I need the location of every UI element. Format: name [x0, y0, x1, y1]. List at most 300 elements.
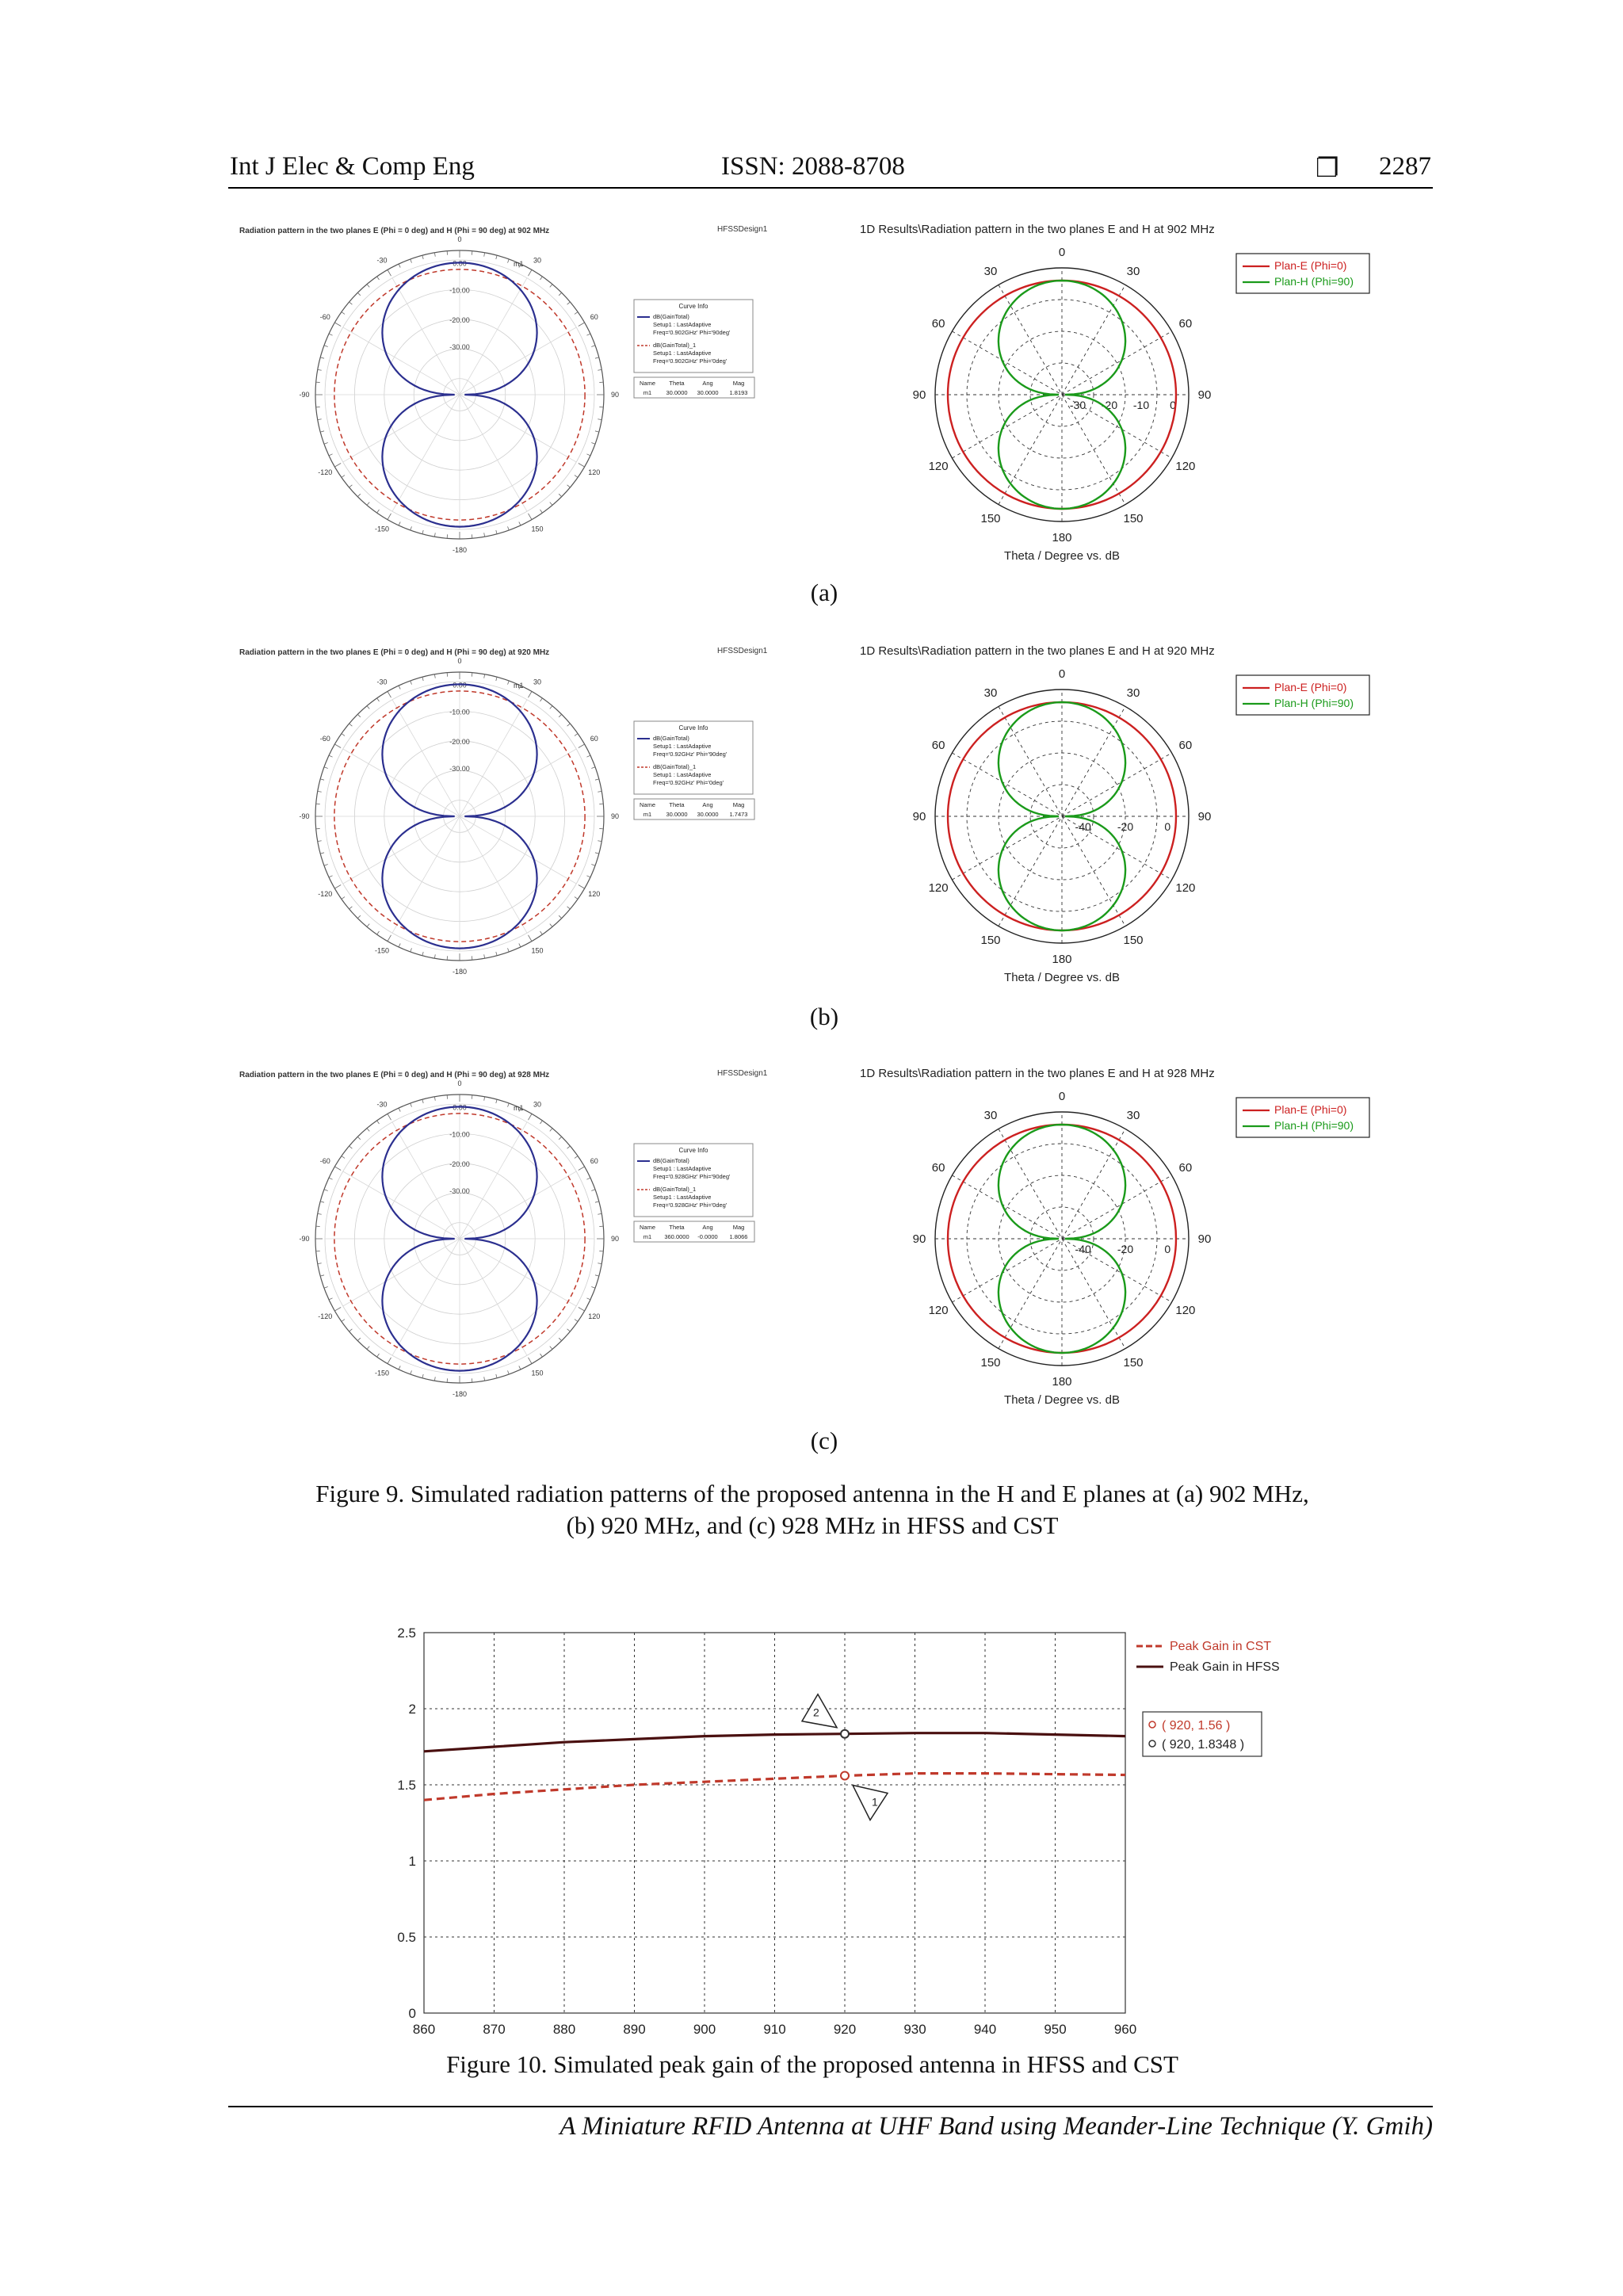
y-tick-label: 0 — [408, 2006, 416, 2021]
hfss-tick — [342, 1156, 345, 1159]
running-footer: A Miniature RFID Antenna at UHF Band using Meander-Line Technique (Y. Gmih) — [559, 2112, 1433, 2141]
hfss-tick — [529, 935, 533, 942]
hfss-tick — [367, 1347, 369, 1350]
hfss-tick — [422, 255, 423, 259]
cst-angle-label: 30 — [983, 686, 998, 701]
hfss-angle-label: 0 — [457, 235, 462, 243]
hfss-tick — [591, 865, 595, 866]
hfss-tick — [377, 931, 380, 934]
subfigure-label-c: (c) — [810, 1427, 838, 1454]
curve2-info-line: Freq='0.928GHz' Phi='0deg' — [653, 1201, 727, 1209]
y-tick-label: 1.5 — [397, 1778, 416, 1793]
cst-angle-label: 90 — [912, 388, 926, 402]
curve1-info-line: dB(GainTotal) — [653, 313, 689, 320]
cst-plot-title: 1D Results\Radiation pattern in the two planes E and H at 902 MHz — [860, 223, 1215, 236]
hfss-angle-label: 60 — [590, 313, 598, 321]
y-tick-label: 1 — [408, 1854, 416, 1869]
hfss-angle-label: 30 — [533, 256, 542, 265]
hfss-tick — [575, 1320, 578, 1322]
hfss-tick — [324, 1287, 328, 1289]
hfss-tick — [586, 334, 590, 335]
cst-radial-label: -30 — [1069, 399, 1086, 411]
hfss-ring-label: -30.00 — [449, 764, 470, 773]
hfss-tick — [324, 865, 328, 866]
hfss-tick — [334, 1308, 341, 1312]
hfss-tick — [329, 755, 333, 757]
cst-legend-label: Plan-H (Phi=90) — [1274, 697, 1354, 709]
hfss-marker-label: m1 — [514, 682, 524, 690]
cst-angle-label: 0 — [1058, 667, 1066, 681]
cst-angle-label: 30 — [1126, 1109, 1140, 1123]
hfss-tick — [484, 674, 485, 678]
cst-angle-label: 60 — [1178, 317, 1193, 330]
x-tick-label: 880 — [552, 2022, 576, 2037]
hfss-tick — [411, 681, 412, 685]
hfss-tick — [579, 744, 585, 748]
hfss-marker-label: m1 — [514, 1104, 524, 1112]
hfss-tick — [598, 1263, 601, 1264]
marker-table-header: Mag — [732, 1224, 745, 1231]
hfss-tick — [508, 259, 510, 263]
marker-flag-1-label: 1 — [872, 1795, 878, 1809]
hfss-tick — [519, 943, 521, 947]
hfss-tick — [357, 494, 361, 497]
hfss-tick — [575, 1156, 578, 1159]
hfss-tick — [575, 897, 578, 900]
hfss-tick — [550, 285, 552, 288]
hfss-angle-label: -30 — [376, 1100, 388, 1109]
hfss-tick — [595, 779, 599, 780]
hfss-tick — [357, 1137, 361, 1140]
box-icon: ❐ — [1316, 155, 1339, 183]
marker-table-cell: 30.0000 — [666, 811, 688, 818]
hfss-tick — [320, 779, 324, 780]
hfss-tick — [496, 1099, 497, 1103]
hfss-tick — [567, 724, 571, 726]
legend-label: Peak Gain in CST — [1170, 1640, 1272, 1653]
hfss-tick — [508, 681, 510, 685]
cst-angle-label: 120 — [1175, 460, 1196, 473]
hfss-angle-label: 120 — [588, 1312, 601, 1320]
hfss-tick — [575, 476, 578, 478]
hfss-tick — [342, 734, 345, 736]
hfss-tick — [388, 691, 391, 697]
hfss-tick — [320, 357, 324, 358]
hfss-plot-title: Radiation pattern in the two planes E (Phi = 0 deg) and H (Phi = 90 deg) at 920 MHz — [239, 648, 550, 657]
hfss-angle-label: 90 — [610, 391, 620, 399]
hfss-tick — [422, 530, 423, 534]
cst-angle-label: 30 — [983, 1109, 998, 1123]
cst-angle-label: 150 — [1123, 511, 1144, 525]
hfss-tick — [591, 346, 595, 347]
cst-angle-label: 150 — [980, 511, 1001, 525]
hfss-tick — [367, 706, 369, 709]
hfss-tick — [399, 943, 400, 947]
hfss-ring-label: -20.00 — [449, 737, 470, 746]
cst-plot-title: 1D Results\Radiation pattern in the two planes E and H at 928 MHz — [860, 1067, 1215, 1080]
hfss-tick — [388, 1358, 391, 1364]
x-tick-label: 920 — [833, 2022, 857, 2037]
hfss-tick — [411, 1370, 412, 1374]
marker-table-cell: 1.8193 — [729, 389, 748, 396]
hfss-plot-title: Radiation pattern in the two planes E (Phi = 0 deg) and H (Phi = 90 deg) at 902 MHz — [239, 227, 550, 235]
header-rule — [228, 187, 1433, 189]
marker-point-1 — [841, 1771, 849, 1779]
cst-angle-label: 180 — [1052, 1375, 1072, 1389]
x-tick-label: 930 — [903, 2022, 926, 2037]
hfss-angle-label: -90 — [299, 1235, 310, 1243]
hfss-tick — [540, 277, 543, 280]
hfss-tick — [399, 1366, 400, 1370]
hfss-tick — [591, 767, 595, 769]
hfss-tick — [388, 935, 391, 942]
cst-angle-label: 0 — [1058, 1090, 1066, 1103]
hfss-tick — [377, 510, 380, 513]
hfss-angle-label: -150 — [374, 1369, 390, 1377]
hfss-tick — [334, 1167, 341, 1171]
hfss-tick — [349, 1146, 353, 1148]
hfss-tick — [508, 526, 510, 530]
marker-point-2 — [841, 1730, 849, 1738]
hfss-angle-label: -120 — [318, 890, 333, 898]
hfss-tick — [559, 1338, 562, 1341]
hfss-tick — [484, 1377, 485, 1381]
hfss-tick — [567, 302, 571, 304]
page-number: 2287 — [1379, 152, 1431, 181]
hfss-angle-label: 150 — [531, 1369, 544, 1377]
cst-radial-label: -40 — [1075, 820, 1091, 833]
marker-table-cell: 1.7473 — [729, 811, 748, 818]
hfss-angle-label: -150 — [374, 946, 390, 955]
marker-table-cell: 30.0000 — [697, 389, 719, 396]
hfss-tick — [550, 1129, 552, 1132]
hfss-tick — [595, 1201, 599, 1202]
cst-radial-label: 0 — [1170, 399, 1176, 411]
marker-table-cell: m1 — [643, 1233, 652, 1240]
hfss-ring-label: 0.00 — [453, 1103, 467, 1112]
curve1-info-line: Setup1 : LastAdaptive — [653, 321, 712, 328]
hfss-tick — [598, 369, 601, 370]
y-tick-label: 0.5 — [397, 1930, 416, 1945]
hfss-angle-label: -180 — [452, 968, 468, 976]
marker-table-header: Theta — [669, 380, 685, 387]
hfss-tick — [579, 1167, 585, 1171]
hfss-tick — [399, 264, 400, 268]
hfss-tick — [388, 1114, 391, 1120]
marker-table-cell: -0.0000 — [697, 1233, 718, 1240]
marker-table-header: Name — [639, 1224, 656, 1231]
hfss-tick — [508, 1370, 510, 1374]
hfss-tick — [496, 255, 497, 259]
hfss-tick — [342, 312, 345, 315]
hfss-tick — [357, 292, 361, 296]
x-tick-label: 910 — [763, 2022, 786, 2037]
cst-angle-label: 30 — [1126, 265, 1140, 279]
hfss-tick — [586, 876, 590, 877]
hfss-tick — [357, 915, 361, 919]
hfss-tick — [434, 1097, 435, 1101]
cst-polar-plot — [832, 1058, 1434, 1407]
hfss-tick — [508, 1103, 510, 1107]
hfss-tick — [349, 907, 353, 909]
cst-angle-label: 30 — [983, 265, 998, 279]
hfss-tick — [422, 952, 423, 956]
hfss-design-name: HFSSDesign1 — [717, 225, 768, 234]
hfss-tick — [377, 698, 380, 701]
marker-table-header: Theta — [669, 801, 685, 808]
hfss-tick — [434, 954, 435, 958]
cst-radial-label: -20 — [1117, 820, 1134, 833]
hfss-angle-label: -60 — [319, 735, 330, 743]
hfss-tick — [484, 954, 485, 958]
cst-angle-label: 180 — [1052, 953, 1072, 966]
hfss-angle-label: -120 — [318, 468, 333, 476]
hfss-marker-label: m1 — [514, 260, 524, 268]
hfss-ring-label: 0.00 — [453, 681, 467, 690]
hfss-angle-label: -120 — [318, 1312, 333, 1320]
marker-table-header: Mag — [732, 801, 745, 808]
figure-9-caption-line1: Figure 9. Simulated radiation patterns of the proposed antenna in the H and E planes at (a) 902 MHz, — [315, 1480, 1309, 1507]
hfss-tick — [399, 686, 400, 690]
hfss-tick — [496, 1374, 497, 1378]
legend-label: Peak Gain in HFSS — [1170, 1660, 1280, 1674]
hfss-tick — [434, 1377, 435, 1381]
hfss-tick — [342, 476, 345, 478]
hfss-design-name: HFSSDesign1 — [717, 1069, 768, 1078]
hfss-tick — [598, 419, 601, 420]
hfss-angle-label: 150 — [531, 946, 544, 955]
hfss-tick — [496, 952, 497, 956]
hfss-tick — [324, 1190, 328, 1191]
hfss-angle-label: -180 — [452, 546, 468, 554]
hfss-design-name: HFSSDesign1 — [717, 647, 768, 655]
hfss-tick — [519, 521, 521, 525]
hfss-ring-label: -30.00 — [449, 1186, 470, 1195]
hfss-angle-label: -30 — [376, 256, 388, 265]
curve2-info-line: Freq='0.902GHz' Phi='0deg' — [653, 357, 727, 365]
x-tick-label: 940 — [973, 2022, 997, 2037]
hfss-tick — [411, 259, 412, 263]
cst-polar-plot — [832, 214, 1434, 563]
cst-angle-label: 150 — [1123, 933, 1144, 947]
hfss-tick — [329, 454, 333, 456]
hfss-angle-label: 60 — [590, 735, 598, 743]
curve-info-title: Curve Info — [678, 724, 708, 732]
marker-table-header: Name — [639, 380, 656, 387]
hfss-plot-title: Radiation pattern in the two planes E (Phi = 0 deg) and H (Phi = 90 deg) at 928 MHz — [239, 1071, 550, 1079]
marker-table-cell: 1.8066 — [729, 1233, 748, 1240]
hfss-tick — [434, 253, 435, 257]
hfss-tick — [342, 897, 345, 900]
hfss-tick — [586, 454, 590, 456]
hfss-angle-label: -30 — [376, 678, 388, 686]
cst-angle-label: 90 — [1197, 1232, 1212, 1246]
hfss-ring-label: -20.00 — [449, 1159, 470, 1168]
hfss-tick — [349, 302, 353, 304]
cst-angle-label: 180 — [1052, 531, 1072, 544]
hfss-ring-label: 0.00 — [453, 259, 467, 268]
cst-legend-label: Plan-E (Phi=0) — [1274, 1103, 1347, 1116]
marker-table-header: Mag — [732, 380, 745, 387]
hfss-tick — [591, 1190, 595, 1191]
hfss-angle-label: 30 — [533, 1100, 542, 1109]
cst-axis-caption: Theta / Degree vs. dB — [1004, 549, 1120, 563]
figure-9c — [230, 1058, 1434, 1407]
hfss-tick — [595, 357, 599, 358]
hfss-tick — [540, 1354, 543, 1357]
hfss-angle-label: -60 — [319, 313, 330, 321]
hfss-tick — [318, 1263, 322, 1264]
x-tick-label: 860 — [412, 2022, 436, 2037]
readout-2: ( 920, 1.8348 ) — [1162, 1738, 1245, 1752]
issn: ISSN: 2088-8708 — [721, 152, 905, 181]
hfss-tick — [411, 948, 412, 952]
cst-angle-label: 60 — [931, 1161, 945, 1175]
hfss-tick — [334, 464, 341, 468]
hfss-tick — [595, 853, 599, 854]
figure-9b — [230, 636, 1434, 984]
marker-flag-2-label: 2 — [813, 1706, 819, 1719]
hfss-tick — [550, 1347, 552, 1350]
hfss-tick — [357, 1338, 361, 1341]
curve2-info-line: Setup1 : LastAdaptive — [653, 1194, 712, 1201]
hfss-tick — [484, 253, 485, 257]
hfss-tick — [559, 1137, 562, 1140]
cst-angle-label: 90 — [912, 1232, 926, 1246]
cst-angle-label: 90 — [912, 810, 926, 823]
marker-table-header: Name — [639, 801, 656, 808]
hfss-tick — [422, 677, 423, 681]
curve-info-title: Curve Info — [678, 1147, 708, 1154]
cst-angle-label: 90 — [1197, 388, 1212, 402]
hfss-tick — [388, 514, 391, 520]
hfss-tick — [367, 924, 369, 927]
subfigure-label-b: (b) — [809, 1003, 839, 1030]
cst-angle-label: 30 — [1126, 686, 1140, 701]
hfss-ring-label: -30.00 — [449, 342, 470, 351]
hfss-tick — [318, 419, 322, 420]
curve2-info-line: Freq='0.92GHz' Phi='0deg' — [653, 779, 724, 786]
hfss-tick — [320, 1201, 324, 1202]
hfss-tick — [320, 853, 324, 854]
hfss-tick — [540, 931, 543, 934]
hfss-tick — [586, 755, 590, 757]
hfss-tick — [349, 1329, 353, 1331]
curve-info-title: Curve Info — [678, 303, 708, 310]
curve1-info-line: Freq='0.928GHz' Phi='90deg' — [653, 1173, 731, 1180]
hfss-ring-label: -10.00 — [449, 286, 470, 295]
x-tick-label: 890 — [623, 2022, 646, 2037]
curve1-info-line: dB(GainTotal) — [653, 1157, 689, 1164]
hfss-tick — [484, 1097, 485, 1101]
hfss-tick — [349, 485, 353, 487]
hfss-angle-label: -180 — [452, 1390, 468, 1398]
hfss-tick — [496, 530, 497, 534]
cst-angle-label: 120 — [1175, 1304, 1196, 1317]
marker-table-header: Ang — [702, 380, 713, 387]
hfss-tick — [591, 443, 595, 445]
cst-angle-label: 120 — [928, 881, 949, 895]
hfss-tick — [357, 714, 361, 717]
hfss-tick — [334, 323, 341, 327]
hfss-tick — [329, 876, 333, 877]
hfss-tick — [598, 791, 601, 792]
hfss-tick — [529, 514, 533, 520]
hfss-tick — [388, 269, 391, 276]
marker-table-header: Ang — [702, 1224, 713, 1231]
curve2-info-line: dB(GainTotal)_1 — [653, 763, 697, 770]
hfss-tick — [329, 334, 333, 335]
hfss-angle-label: -90 — [299, 812, 310, 820]
hfss-tick — [529, 269, 533, 276]
footer-rule — [228, 2106, 1433, 2107]
hfss-tick — [575, 312, 578, 315]
hfss-tick — [550, 706, 552, 709]
marker-table-cell: 30.0000 — [666, 389, 688, 396]
hfss-tick — [399, 521, 400, 525]
hfss-tick — [367, 502, 369, 506]
curve2-info-line: Setup1 : LastAdaptive — [653, 350, 712, 357]
hfss-tick — [399, 1108, 400, 1112]
cst-angle-label: 60 — [931, 317, 945, 330]
hfss-tick — [324, 767, 328, 769]
hfss-tick — [591, 1287, 595, 1289]
hfss-angle-label: 30 — [533, 678, 542, 686]
hfss-tick — [318, 841, 322, 842]
figure-9a — [230, 214, 1434, 563]
curve1-info-line: Setup1 : LastAdaptive — [653, 1165, 712, 1172]
hfss-tick — [579, 464, 585, 468]
cst-angle-label: 60 — [931, 739, 945, 752]
cst-legend-label: Plan-E (Phi=0) — [1274, 681, 1347, 693]
hfss-tick — [318, 1213, 322, 1214]
hfss-tick — [508, 948, 510, 952]
hfss-tick — [550, 502, 552, 506]
hfss-tick — [540, 510, 543, 513]
y-tick-label: 2.5 — [397, 1626, 416, 1641]
hfss-tick — [579, 323, 585, 327]
hfss-tick — [550, 924, 552, 927]
cst-plot-title: 1D Results\Radiation pattern in the two planes E and H at 920 MHz — [860, 644, 1215, 658]
hfss-tick — [334, 885, 341, 889]
cst-radial-label: -20 — [1117, 1243, 1134, 1255]
hfss-tick — [318, 791, 322, 792]
hfss-tick — [329, 1178, 333, 1179]
hfss-angle-label: 120 — [588, 468, 601, 476]
hfss-tick — [567, 1329, 571, 1331]
cst-angle-label: 90 — [1197, 810, 1212, 823]
marker-table-header: Ang — [702, 801, 713, 808]
hfss-tick — [484, 533, 485, 537]
figure-10-caption: Figure 10. Simulated peak gain of the proposed antenna in HFSS and CST — [446, 2050, 1178, 2078]
hfss-tick — [559, 292, 562, 296]
cst-polar-plot — [832, 636, 1434, 984]
hfss-angle-label: 150 — [531, 525, 544, 533]
hfss-tick — [318, 369, 322, 370]
hfss-tick — [411, 526, 412, 530]
hfss-angle-label: 0 — [457, 657, 462, 665]
hfss-tick — [411, 1103, 412, 1107]
cst-radial-label: -10 — [1132, 399, 1150, 411]
hfss-tick — [567, 1146, 571, 1148]
hfss-angle-label: -90 — [299, 391, 310, 399]
cst-legend-label: Plan-H (Phi=90) — [1274, 275, 1354, 288]
hfss-tick — [324, 443, 328, 445]
cst-angle-label: 120 — [928, 460, 949, 473]
hfss-tick — [519, 1366, 521, 1370]
cst-angle-label: 120 — [1175, 881, 1196, 895]
cst-radial-label: -40 — [1075, 1243, 1091, 1255]
